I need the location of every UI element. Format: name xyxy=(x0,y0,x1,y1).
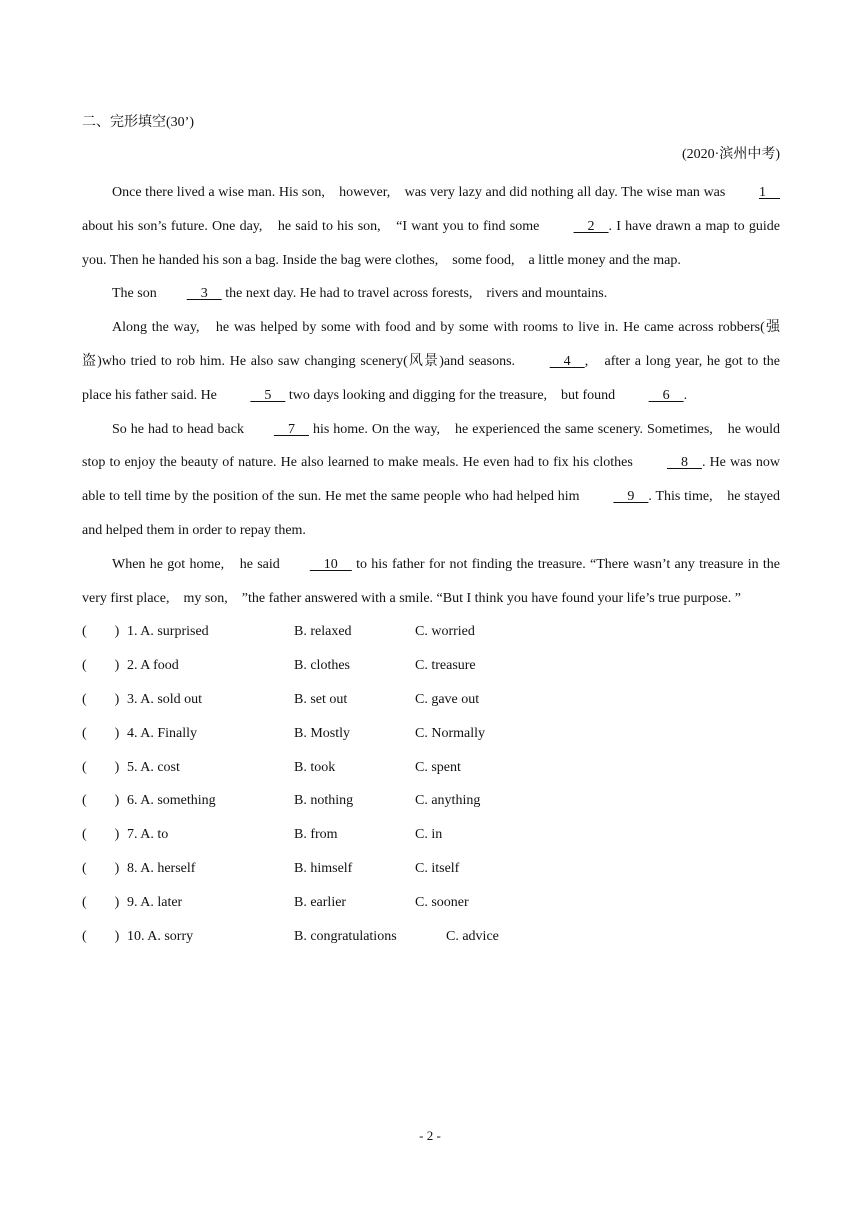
passage-paragraph-3 xyxy=(82,311,780,412)
passage-text: two days looking and digging for the treasure, but found xyxy=(285,387,619,403)
question-row xyxy=(82,886,780,920)
passage-text: . I have drawn a map to guide you. Then he handed his son a bag. Inside the bag were clothes, some food, a little money and the map. xyxy=(82,218,780,268)
option-a: 9. A. later xyxy=(127,894,183,910)
option-c: C. spent xyxy=(415,759,461,775)
blank-1: 1 xyxy=(759,185,780,200)
question-row xyxy=(82,717,780,751)
passage-paragraph-1 xyxy=(82,176,780,277)
option-c: C. gave out xyxy=(415,691,480,707)
option-c: C. treasure xyxy=(415,658,476,674)
answer-slot: ( ) xyxy=(82,793,120,809)
question-row xyxy=(82,784,780,818)
option-a: 1. A. surprised xyxy=(127,624,209,640)
option-a: 6. A. something xyxy=(127,793,216,809)
option-c: C. Normally xyxy=(415,725,485,741)
answer-slot: ( ) xyxy=(82,860,120,876)
answer-slot: ( ) xyxy=(82,725,120,741)
option-a: 8. A. herself xyxy=(127,860,196,876)
page-number: - 2 - xyxy=(419,1128,441,1143)
question-row xyxy=(82,920,780,954)
passage-text: Along the way, he was helped by some with food and by some with rooms to live in. He came across robbers(强盗)who tried to rob him. He also saw changing scenery(风景)and seasons. xyxy=(82,320,780,369)
passage-text: . He was now able to tell time by the position of the sun. He met the same people who had helped him xyxy=(82,455,780,505)
section-title: 二、完形填空(30’) xyxy=(82,115,194,130)
passage-paragraph-2 xyxy=(82,277,780,311)
option-b: B. earlier xyxy=(294,894,347,910)
option-b: B. Mostly xyxy=(294,725,351,741)
passage-text: the next day. He had to travel across forests, rivers and mountains. xyxy=(221,286,608,302)
answer-slot: ( ) xyxy=(82,658,120,674)
option-b: B. nothing xyxy=(294,793,354,809)
source-citation: (2020·滨州中考) xyxy=(682,147,780,162)
option-a: 3. A. sold out xyxy=(127,691,203,707)
option-c: C. in xyxy=(415,827,443,843)
passage-text: So he had to head back xyxy=(112,421,244,437)
answer-slot: ( ) xyxy=(82,624,120,640)
option-b: B. clothes xyxy=(294,658,350,674)
option-a: 2. A food xyxy=(127,658,179,674)
passage-text: The son xyxy=(112,286,157,302)
blank-7: 7 xyxy=(273,421,309,437)
passage-text: When he got home, he said xyxy=(112,556,280,572)
answer-slot: ( ) xyxy=(82,691,120,707)
blank-3: 3 xyxy=(186,286,222,302)
option-a: 5. A. cost xyxy=(127,759,180,775)
option-b: B. set out xyxy=(294,691,348,707)
question-row xyxy=(82,683,780,717)
answer-slot: ( ) xyxy=(82,928,120,944)
passage-text: , after a long year, he got to the place his father said. He xyxy=(82,353,780,403)
passage-text: . This time, he stayed and helped them in order to repay them. xyxy=(82,489,781,538)
option-c: C. sooner xyxy=(415,894,469,910)
option-b: B. from xyxy=(294,827,338,843)
option-b: B. took xyxy=(294,759,336,775)
answer-slot: ( ) xyxy=(82,759,120,775)
passage-paragraph-4 xyxy=(82,413,780,548)
question-row xyxy=(82,649,780,683)
passage-text: about his son’s future. One day, he said to his son, “I want you to find some xyxy=(82,218,544,234)
blank-4: 4 xyxy=(549,353,585,369)
question-row xyxy=(82,615,780,649)
passage-paragraph-5 xyxy=(82,548,780,616)
option-b: B. himself xyxy=(294,860,353,876)
passage-text: to his father for not finding the treasure. “There wasn’t any treasure in the very first place, my son, ”the father answered with a smile. “But I think you have found your life’s true purpose. ” xyxy=(82,556,781,606)
question-row xyxy=(82,751,780,785)
option-a: 4. A. Finally xyxy=(127,725,198,741)
passage-text: his home. On the way, he experienced the same scenery. Sometimes, he would stop to enjoy the beauty of nature. He also learned to make meals. He even had to fix his clothes xyxy=(82,421,780,471)
blank-5: 5 xyxy=(250,387,286,403)
passage-text: Once there lived a wise man. His son, however, was very lazy and did nothing all day. The wise man was xyxy=(112,185,729,200)
answer-slot: ( ) xyxy=(82,827,120,843)
option-c: C. advice xyxy=(446,928,499,944)
option-a: 7. A. to xyxy=(127,827,169,843)
option-b: B. relaxed xyxy=(294,624,352,640)
question-row xyxy=(82,818,780,852)
option-c: C. itself xyxy=(415,860,460,876)
option-a: 10. A. sorry xyxy=(127,928,194,944)
option-c: C. anything xyxy=(415,793,481,809)
option-c: C. worried xyxy=(415,624,475,640)
blank-8: 8 xyxy=(666,455,702,471)
option-b: B. congratulations xyxy=(294,928,397,944)
blank-2: 2 xyxy=(573,218,609,234)
question-list xyxy=(82,615,780,953)
blank-10: 10 xyxy=(309,556,352,572)
blank-6: 6 xyxy=(648,387,684,403)
question-row xyxy=(82,852,780,886)
passage-text: . xyxy=(683,387,688,403)
document-page xyxy=(82,112,780,953)
blank-9: 9 xyxy=(613,489,649,505)
answer-slot: ( ) xyxy=(82,894,120,910)
